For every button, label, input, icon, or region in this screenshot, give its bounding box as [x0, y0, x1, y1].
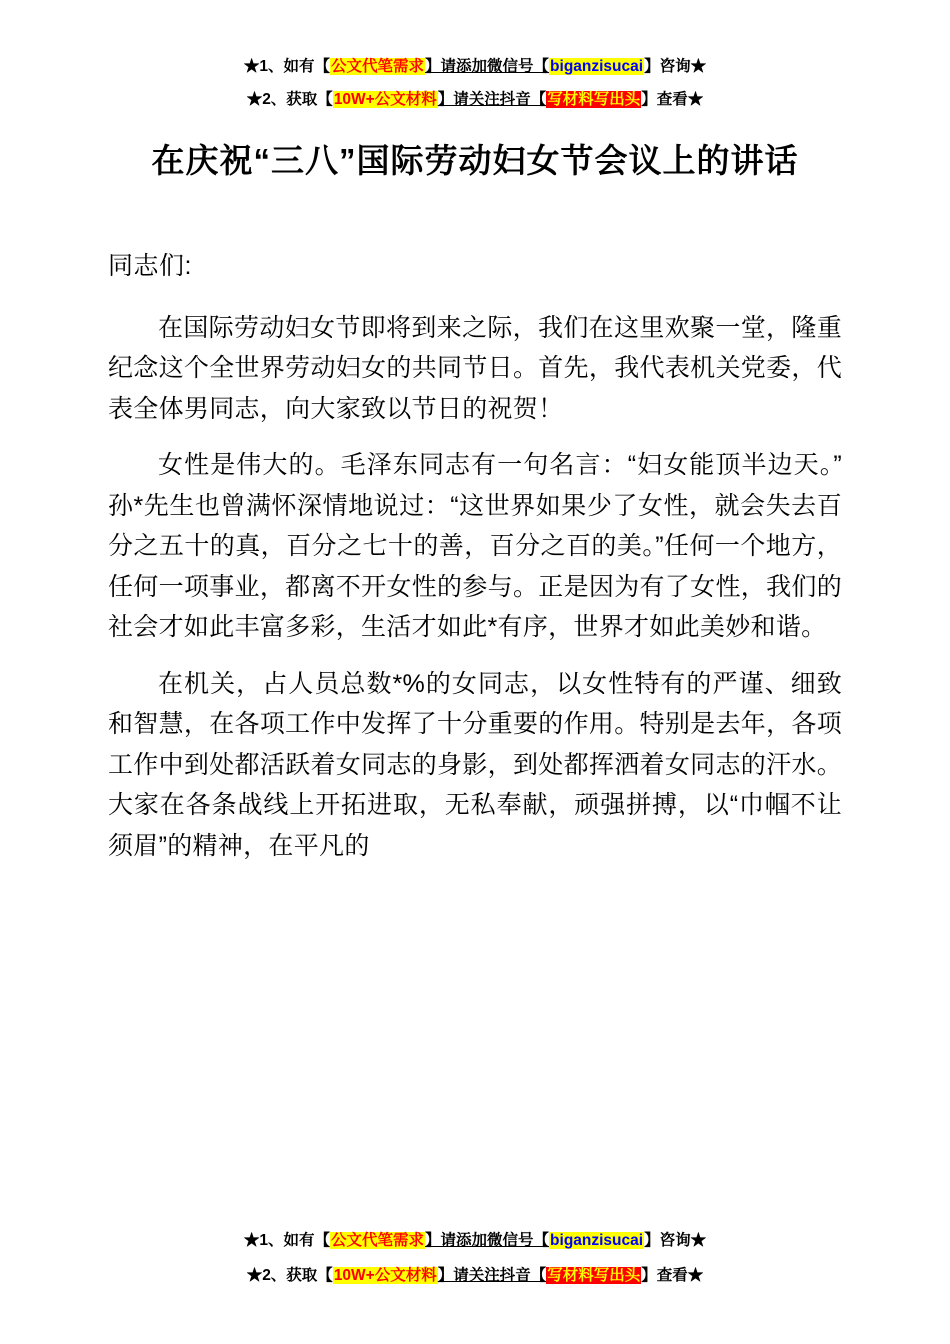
promo-highlight-material-count: 10W+公文材料	[333, 1266, 437, 1284]
promo-mid: 】请添加微信号【	[425, 58, 550, 75]
promo-highlight-material-count: 10W+公文材料	[333, 91, 437, 109]
promo-suffix: 】查看★	[641, 91, 704, 109]
paragraph-1: 在国际劳动妇女节即将到来之际，我们在这里欢聚一堂，隆重纪念这个全世界劳动妇女的共同节日。首先，我代表机关党委，代表全体男同志，向大家致以节日的祝贺！	[108, 313, 842, 423]
paragraph-2: 女性是伟大的。毛泽东同志有一句名言：“妇女能顶半边天。”孙*先生也曾满怀深情地说过：“这世界如果少了女性，就会失去百分之五十的真，百分之七十的善，百分之百的美。”任何一个地方，任何一项事业，都离不开女性的参与。正是因为有了女性，我们的社会才如此丰富多彩，生活才如此*有序，世界才如此美妙和谐。	[108, 451, 842, 642]
promo-prefix: ★2、获取【	[246, 91, 333, 109]
promo-mid: 】请关注抖音【	[437, 1266, 547, 1284]
promo-highlight-wechat-id: biganzisucai	[550, 1231, 644, 1249]
promo-prefix: ★1、如有【	[243, 1231, 331, 1249]
promo-suffix: 】咨询★	[644, 58, 707, 75]
promo-highlight-wechat-id: biganzisucai	[550, 58, 644, 75]
promo-suffix: 】查看★	[641, 1266, 704, 1284]
promo-line-3	[108, 1232, 842, 1249]
promo-highlight-douyin-name: 写材料写出头	[547, 91, 641, 109]
promo-line-1	[108, 58, 842, 75]
page-title: 在庆祝“三八”国际劳动妇女节会议上的讲话	[151, 142, 799, 180]
promo-prefix: ★2、获取【	[246, 1266, 333, 1284]
promo-highlight-douyin-name: 写材料写出头	[547, 1266, 641, 1284]
promo-mid: 】请添加微信号【	[425, 1231, 550, 1249]
promo-mid: 】请关注抖音【	[437, 91, 547, 109]
promo-line-4	[108, 1267, 842, 1284]
promo-prefix: ★1、如有【	[243, 58, 331, 75]
promo-suffix: 】咨询★	[644, 1231, 707, 1249]
promo-highlight-need: 公文代笔需求	[331, 1231, 425, 1249]
salutation: 同志们:	[108, 251, 192, 280]
promo-highlight-need: 公文代笔需求	[331, 58, 425, 75]
paragraph-3: 在机关，占人员总数*%的女同志，以女性特有的严谨、细致和智慧，在各项工作中发挥了十分重要的作用。特别是去年，各项工作中到处都活跃着女同志的身影，到处都挥洒着女同志的汗水。大家在各条战线上开拓进取，无私奉献，顽强拼搏，以“巾帼不让须眉”的精神，在平凡的	[108, 669, 842, 860]
promo-line-2	[108, 91, 842, 108]
promo-banner-top	[108, 58, 842, 108]
promo-banner-bottom	[0, 1232, 950, 1284]
document-body	[108, 247, 842, 866]
